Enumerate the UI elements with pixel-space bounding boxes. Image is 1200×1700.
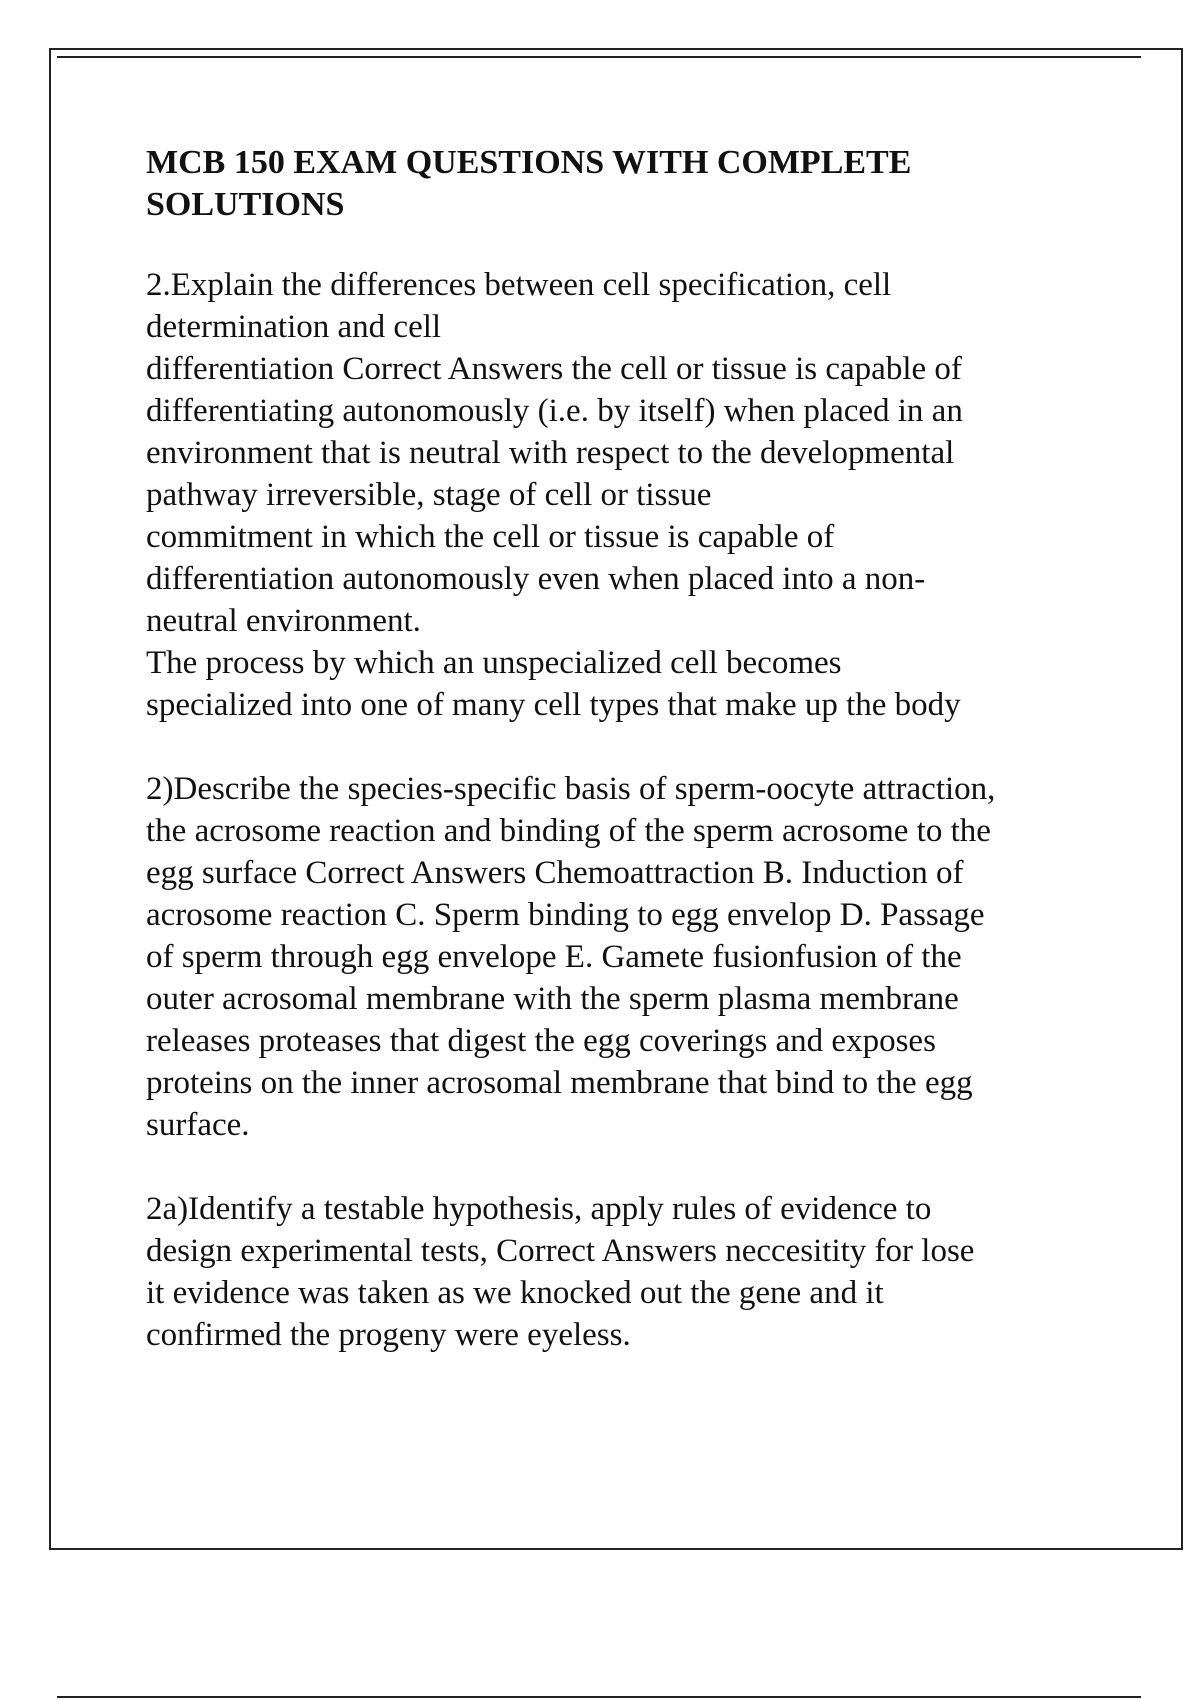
document-title: MCB 150 EXAM QUESTIONS WITH COMPLETE SOLUTIONS xyxy=(146,144,912,223)
bottom-divider xyxy=(57,1696,1141,1698)
question-block-3 xyxy=(146,1188,1086,1356)
question-block-2 xyxy=(146,768,1086,1146)
question-block-1 xyxy=(146,264,1086,726)
question-text-1: 2.Explain the differences between cell specification, cell determination and cell differentiation Correct Answers the cell or tissue is capable of differentiating autonomously (i.e. by itself) when placed in an environment that is neutral with respect to the developmental pathway irreversible, stage of cell or tissue commitment in which the cell or tissue is capable of differentiation autonomously even when placed into a non- neutral environment. The process by which an unspecialized cell becomes specialized into one of many cell types that make up the body xyxy=(146,267,963,723)
top-divider xyxy=(57,56,1141,58)
question-text-3: 2a)Identify a testable hypothesis, apply rules of evidence to design experimental tests, Correct Answers neccesitity for lose it evidence was taken as we knocked out the gene and it confirmed the progeny were eyeless. xyxy=(146,1191,975,1353)
question-text-2: 2)Describe the species-specific basis of sperm-oocyte attraction, the acrosome reaction and binding of the sperm acrosome to the egg surface Correct Answers Chemoattraction B. Induction of acrosome reaction C. Sperm binding to egg envelop D. Passage of sperm through egg envelope E. Gamete fusionfusion of the outer acrosomal membrane with the sperm plasma membrane releases proteases that digest the egg coverings and exposes proteins on the inner acrosomal membrane that bind to the egg surface. xyxy=(146,771,996,1143)
document-body xyxy=(146,142,1086,1398)
